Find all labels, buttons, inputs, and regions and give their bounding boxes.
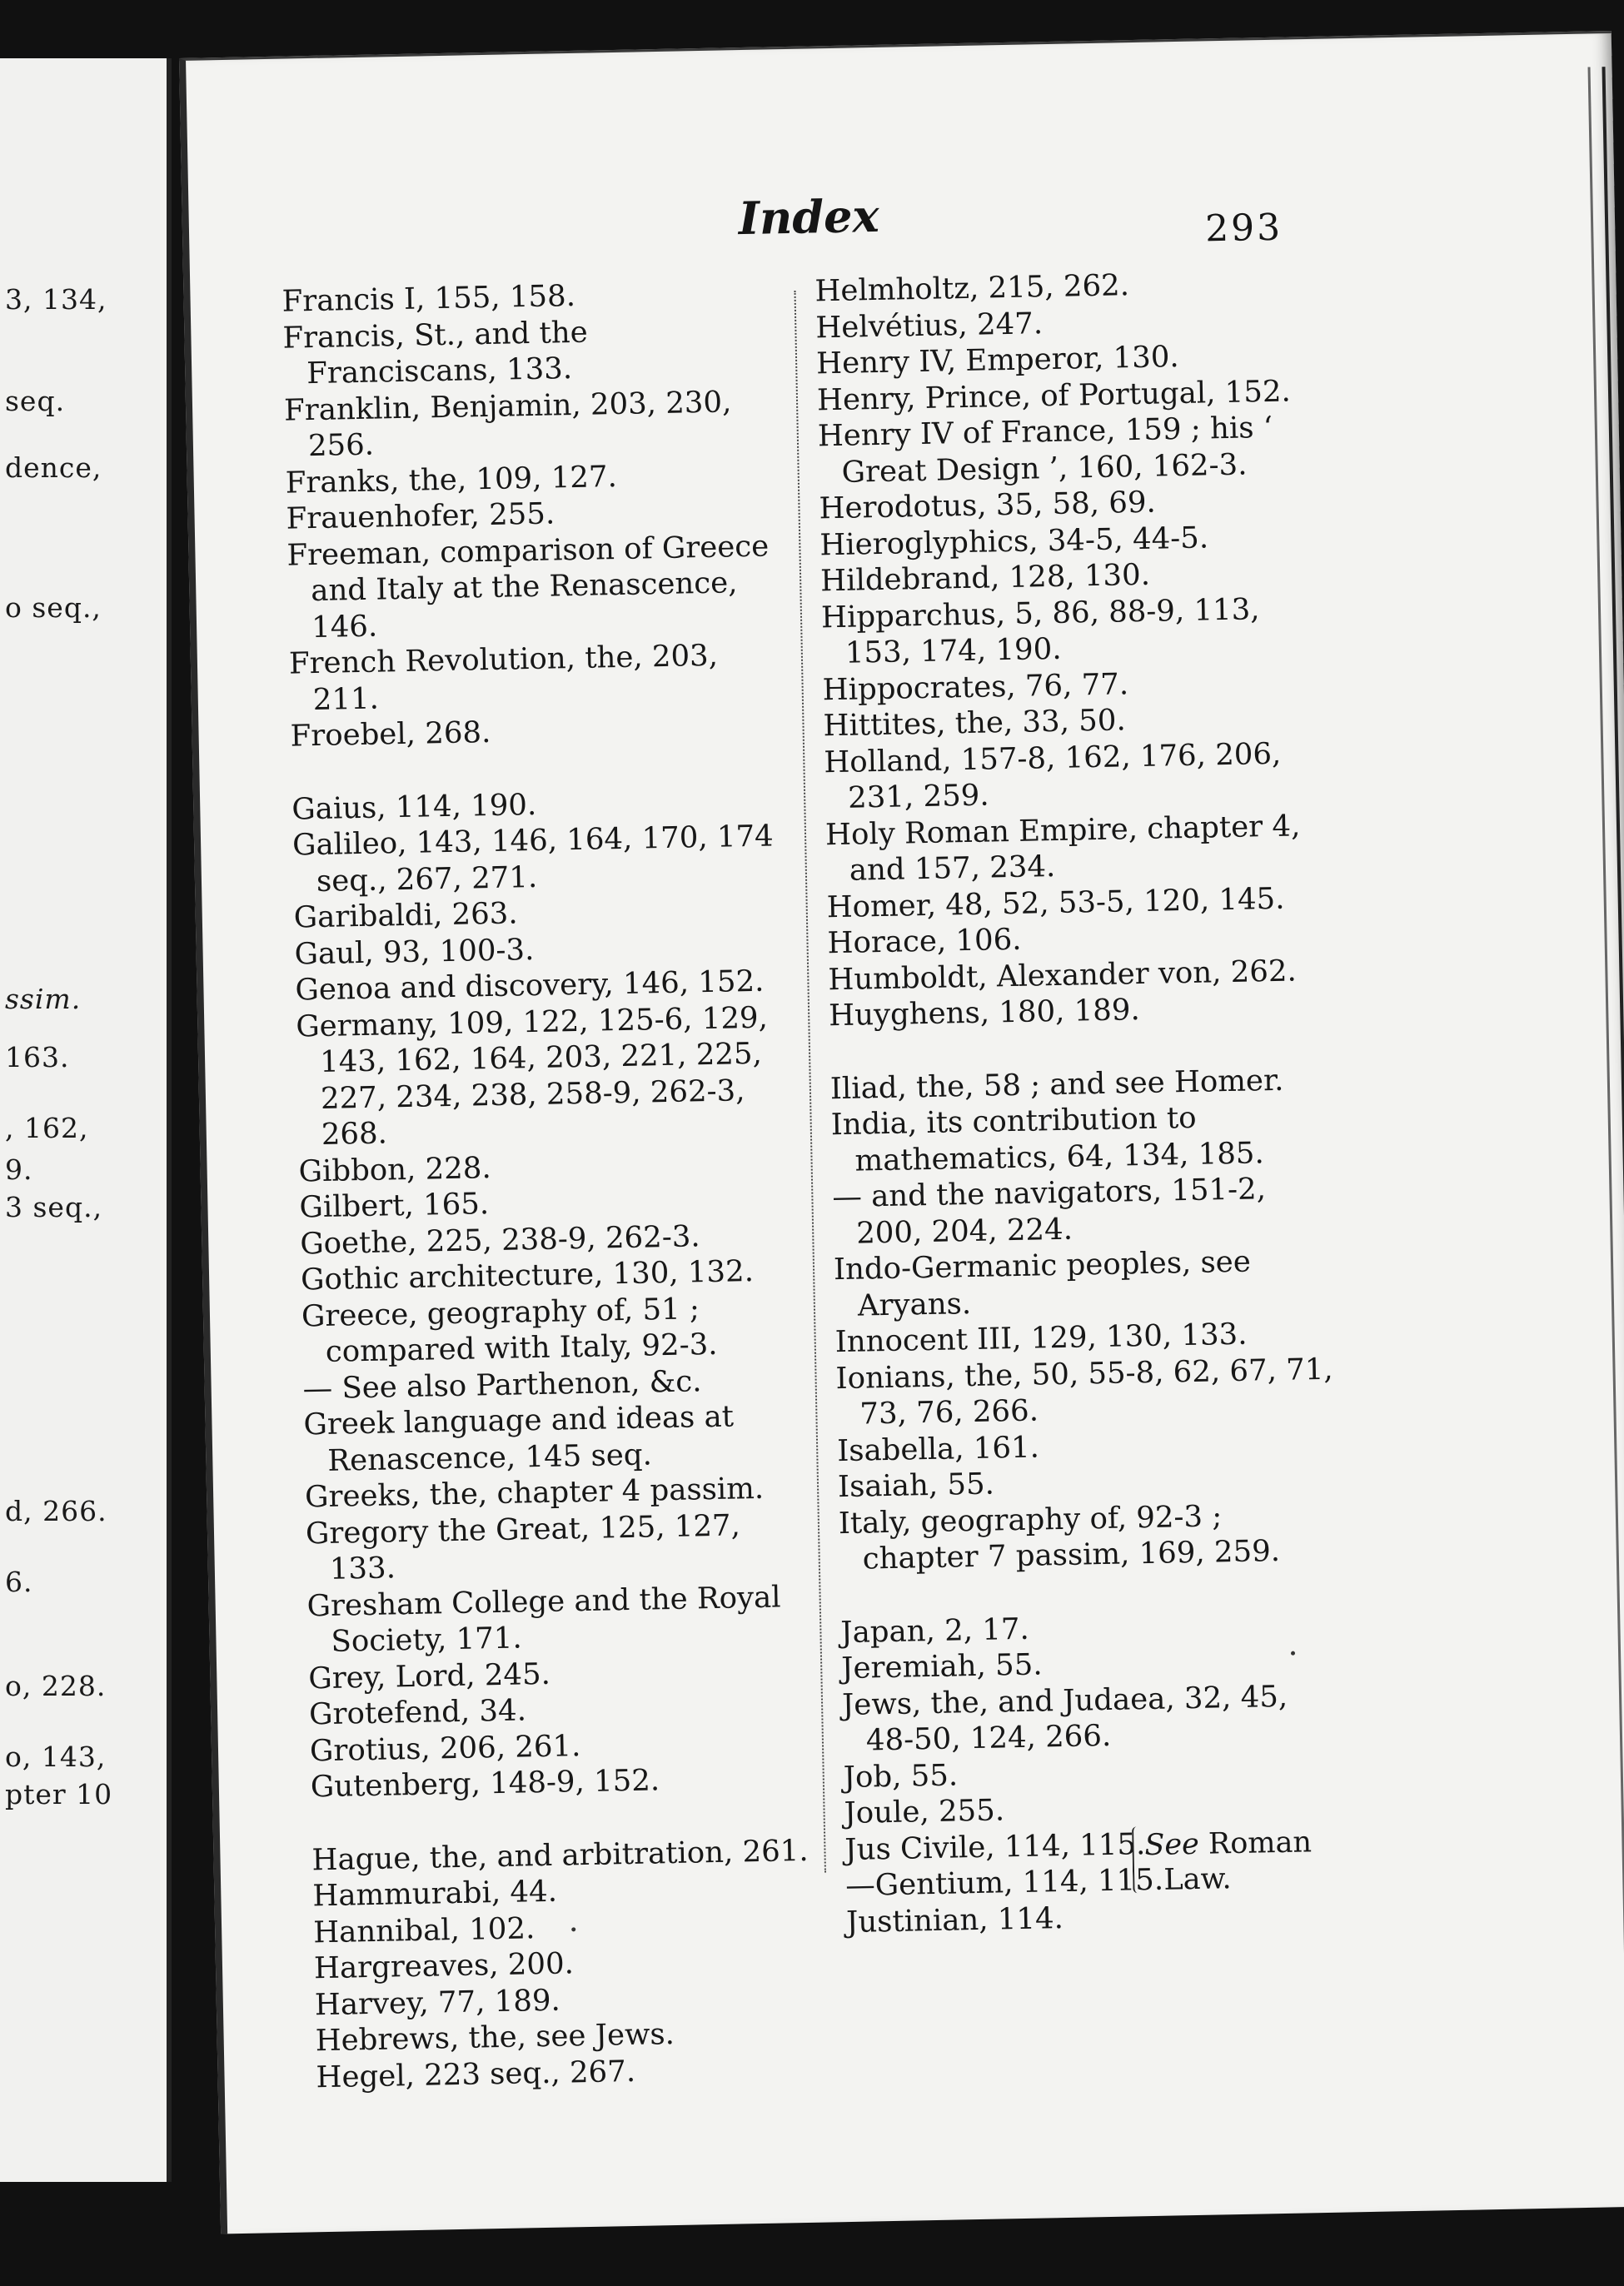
index-entry: Hague, the, and arbitration, 261.	[311, 1833, 809, 1877]
index-entry: Hipparchus, 5, 86, 88-9, 113, 153, 174, 190.	[820, 591, 1260, 670]
prev-fragment: 6.	[5, 1566, 33, 1598]
index-entry: Gregory the Great, 125, 127, 133.	[305, 1507, 741, 1586]
index-entry: Isaiah, 55.	[837, 1467, 995, 1505]
index-entry: Gresham College and the Royal Society, 171.	[306, 1579, 781, 1659]
index-entry: Jews, the, and Judaea, 32, 45, 48-50, 124, 266.	[841, 1679, 1288, 1758]
prev-fragment: 3, 134,	[5, 283, 107, 316]
index-entry: Harvey, 77, 189.	[314, 1983, 561, 2022]
index-entry: French Revolution, the, 203, 211.	[288, 638, 719, 717]
index-entry: — See also Parthenon, &c.	[302, 1363, 702, 1406]
index-entry: Henry IV, Emperor, 130.	[815, 340, 1179, 381]
prev-fragment: 3 seq.,	[5, 1191, 103, 1223]
ink-speck	[571, 1927, 575, 1931]
index-entry: Helmholtz, 215, 262.	[814, 268, 1130, 309]
index-entry: Japan, 2, 17.	[840, 1611, 1030, 1650]
index-entry: Gutenberg, 148-9, 152.	[310, 1763, 660, 1805]
index-entry: India, its contribution to mathematics, 64, 134, 185.	[830, 1100, 1265, 1178]
index-entry: Holy Roman Empire, chapter 4, and 157, 234.	[824, 808, 1301, 888]
index-entry: Jus Civile, 114, 115.	[844, 1826, 1146, 1867]
index-entry: Holland, 157-8, 162, 176, 206, 231, 259.	[823, 736, 1282, 815]
index-entry: —Gentium, 114, 115.	[844, 1862, 1164, 1904]
prev-fragment: o, 228.	[5, 1670, 107, 1702]
index-entry: Grotefend, 34.	[308, 1693, 527, 1732]
index-entry: — and the navigators, 151-2, 200, 204, 224.	[832, 1172, 1267, 1251]
right-entries	[814, 264, 1344, 1832]
index-entry: Garibaldi, 263.	[293, 896, 518, 935]
prev-fragment: o, 143,	[5, 1741, 107, 1773]
index-entry: Jeremiah, 55.	[840, 1647, 1043, 1686]
prev-fragment: , 162,	[5, 1112, 89, 1144]
prev-fragment: seq.	[5, 385, 66, 417]
prev-fragment: 163.	[5, 1041, 70, 1073]
index-entry: Hippocrates, 76, 77.	[822, 666, 1129, 707]
page-title: Index	[738, 188, 880, 246]
index-entry: Greek language and ideas at Renascence, 145 seq.	[303, 1399, 735, 1478]
see-label: See	[1144, 1827, 1200, 1862]
ink-speck	[1291, 1651, 1295, 1656]
index-entry: Hieroglyphics, 34-5, 44-5.	[819, 520, 1209, 562]
index-entry: Hegel, 223 seq., 267.	[316, 2054, 636, 2094]
index-entry: Justinian, 114.	[845, 1900, 1064, 1940]
prev-fragment: o seq.,	[5, 591, 102, 624]
cross-reference-target: Roman Law.	[1144, 1825, 1313, 1897]
index-entry: Gibbon, 228.	[298, 1150, 492, 1188]
index-entry: Humboldt, Alexander von, 262.	[827, 953, 1298, 997]
index-entry: Hebrews, the, see Jews.	[315, 2017, 675, 2059]
prev-fragment: dence,	[5, 451, 102, 484]
index-entry: Henry IV of France, 159 ; his ‘ Great Design ’, 160, 162-3.	[817, 410, 1273, 490]
prev-fragment: d, 266.	[5, 1495, 107, 1527]
index-entry: Gaius, 114, 190.	[291, 787, 537, 827]
brace-mark	[1132, 1826, 1145, 1893]
index-column-left	[281, 274, 816, 2095]
cross-reference-note	[1144, 1825, 1313, 1898]
page-number: 293	[1204, 206, 1283, 251]
index-entry: Genoa and discovery, 146, 152.	[295, 964, 765, 1008]
index-entry: Francis I, 155, 158.	[281, 278, 576, 319]
index-entry: Horace, 106.	[827, 922, 1022, 961]
index-entry: Gilbert, 165.	[299, 1187, 490, 1225]
index-entry: Ionians, the, 50, 55-8, 62, 67, 71, 73, 76, 266.	[835, 1352, 1334, 1432]
bracket-group	[844, 1822, 1346, 1905]
index-entry: Innocent III, 129, 130, 133.	[834, 1317, 1248, 1360]
index-entry: Herodotus, 35, 58, 69.	[819, 485, 1157, 526]
index-entry: Hittites, the, 33, 50.	[823, 703, 1127, 744]
index-entry: Frauenhofer, 255.	[286, 496, 555, 536]
index-entry: Franks, the, 109, 127.	[285, 459, 618, 501]
index-entry: Isabella, 161.	[836, 1429, 1040, 1468]
index-entry: Greeks, the, chapter 4 passim.	[304, 1471, 765, 1515]
prev-fragment: 9.	[5, 1153, 33, 1186]
index-entry: Grey, Lord, 245.	[307, 1656, 551, 1696]
index-entry: Helvétius, 247.	[814, 306, 1044, 345]
index-entry: Job, 55.	[843, 1757, 959, 1795]
index-entry: Froebel, 268.	[290, 715, 491, 754]
index-entry: Henry, Prince, of Portugal, 152.	[816, 373, 1292, 417]
index-entry: Germany, 109, 122, 125-6, 129, 143, 162, 164, 203, 221, 225, 227, 234, 238, 258-9, 262-3, 268.	[295, 1000, 769, 1152]
index-entry: Grotius, 206, 261.	[309, 1728, 581, 1768]
index-entry: Homer, 48, 52, 53-5, 120, 145.	[826, 881, 1285, 924]
index-entry: Hargreaves, 200.	[313, 1946, 575, 1986]
index-entry: Francis, St., and the Franciscans, 133.	[282, 315, 589, 391]
index-entry: Greece, geography of, 51 ; compared with Italy, 92-3.	[301, 1291, 718, 1369]
index-entry: Gothic architecture, 130, 132.	[300, 1254, 755, 1297]
previous-page-edge	[0, 58, 172, 2182]
index-column-right	[814, 264, 1346, 1940]
index-entry: Hannibal, 102.	[312, 1910, 536, 1950]
index-entry: Hildebrand, 128, 130.	[819, 557, 1151, 599]
index-entry: Huyghens, 180, 189.	[828, 993, 1141, 1033]
index-entry: Freeman, comparison of Greece and Italy at the Renascence, 146.	[286, 529, 770, 645]
index-entry: Italy, geography of, 92-3 ; chapter 7 passim, 169, 259.	[838, 1498, 1281, 1576]
index-entry: Hammurabi, 44.	[312, 1874, 558, 1914]
prev-fragment: pter 10	[5, 1778, 113, 1810]
index-entry: Indo-Germanic peoples, see Aryans.	[833, 1244, 1252, 1323]
page-edge	[1588, 67, 1624, 2182]
index-entry: Iliad, the, 58 ; and see Homer.	[829, 1063, 1284, 1106]
index-entry: Joule, 255.	[844, 1793, 1005, 1831]
index-entry: Franklin, Benjamin, 203, 230, 256.	[283, 384, 732, 464]
index-page	[179, 31, 1624, 2234]
index-entry: Galileo, 143, 146, 164, 170, 174 seq., 267, 271.	[291, 819, 775, 899]
prev-fragment: ssim.	[5, 983, 82, 1015]
index-entry: Goethe, 225, 238-9, 262-3.	[299, 1218, 700, 1261]
index-entry: Gaul, 93, 100-3.	[294, 932, 535, 972]
